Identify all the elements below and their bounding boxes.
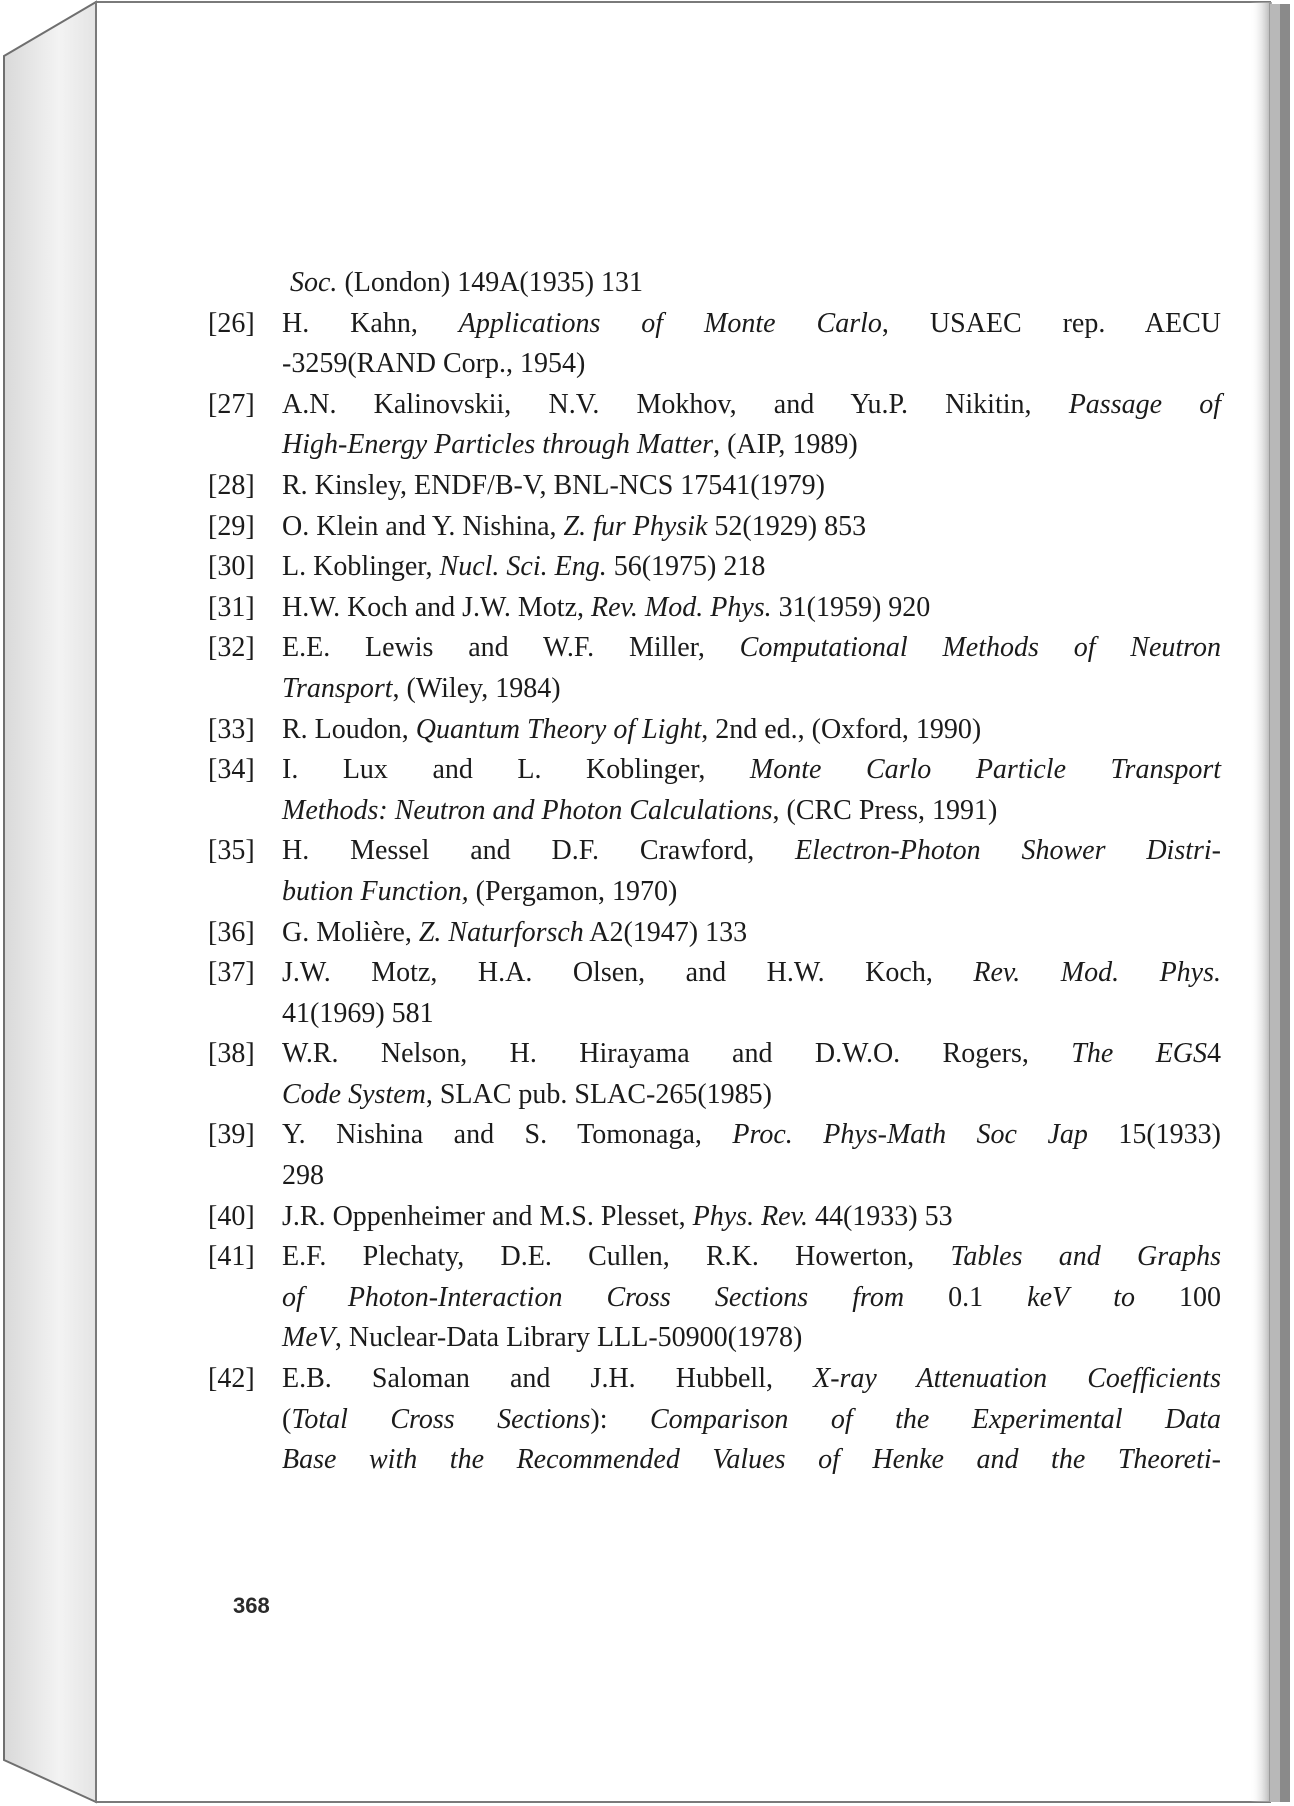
reference-number: [36] bbox=[208, 916, 255, 948]
reference-42: [42] E.B. Saloman and J.H. Hubbell, X-ray Attenuation Coefficients (Total Cross Sections): Comparison of the Experimental Data Base with the Recommended Values of Henke and the Theoreti- bbox=[216, 1359, 1221, 1481]
reference-number: [33] bbox=[208, 713, 255, 745]
reference-number: [34] bbox=[208, 754, 255, 786]
reference-29: [29] O. Klein and Y. Nishina, Z. fur Physik 52(1929) 853 bbox=[216, 507, 1221, 548]
reference-35: [35] H. Messel and D.F. Crawford, Electron-Photon Shower Distri- bution Function, (Pergamon, 1970) bbox=[216, 831, 1221, 912]
reference-number: [40] bbox=[208, 1200, 255, 1232]
reference-list bbox=[208, 263, 1222, 1481]
reference-number: [35] bbox=[208, 835, 255, 867]
reference-32: [32] E.E. Lewis and W.F. Miller, Computational Methods of Neutron Transport, (Wiley, 1984) bbox=[216, 628, 1221, 709]
reference-37: [37] J.W. Motz, H.A. Olsen, and H.W. Koch, Rev. Mod. Phys. 41(1969) 581 bbox=[216, 953, 1221, 1034]
reference-33: [33] R. Loudon, Quantum Theory of Light, 2nd ed., (Oxford, 1990) bbox=[216, 710, 1221, 751]
reference-number: [28] bbox=[208, 469, 255, 501]
reference-number: [26] bbox=[208, 307, 255, 339]
journal-title: Soc. bbox=[290, 267, 338, 298]
reference-40: [40] J.R. Oppenheimer and M.S. Plesset, Phys. Rev. 44(1933) 53 bbox=[216, 1197, 1221, 1238]
reference-31: [31] H.W. Koch and J.W. Motz, Rev. Mod. Phys. 31(1959) 920 bbox=[216, 588, 1221, 629]
reference-27: [27] A.N. Kalinovskii, N.V. Mokhov, and Yu.P. Nikitin, Passage of High-Energy Particles through Matter, (AIP, 1989) bbox=[216, 385, 1221, 466]
reference-number: [27] bbox=[208, 388, 255, 420]
reference-number: [42] bbox=[208, 1363, 255, 1395]
reference-34: [34] I. Lux and L. Koblinger, Monte Carlo Particle Transport Methods: Neutron and Photon Calculations, (CRC Press, 1991) bbox=[216, 750, 1221, 831]
reference-number: [37] bbox=[208, 957, 255, 989]
reference-number: [29] bbox=[208, 510, 255, 542]
reference-number: [31] bbox=[208, 591, 255, 623]
reference-number: [41] bbox=[208, 1241, 255, 1273]
reference-number: [38] bbox=[208, 1038, 255, 1070]
book-page bbox=[96, 0, 1262, 1798]
reference-30: [30] L. Koblinger, Nucl. Sci. Eng. 56(1975) 218 bbox=[216, 547, 1221, 588]
page-number: 368 bbox=[233, 1593, 270, 1618]
reference-38: [38] W.R. Nelson, H. Hirayama and D.W.O. Rogers, The EGS4 Code System, SLAC pub. SLAC-265(1985) bbox=[216, 1034, 1221, 1115]
reference-36: [36] G. Molière, Z. Naturforsch A2(1947) 133 bbox=[216, 913, 1221, 954]
reference-number: [39] bbox=[208, 1119, 255, 1151]
reference-28: [28] R. Kinsley, ENDF/B-V, BNL-NCS 17541(1979) bbox=[216, 466, 1221, 507]
reference-number: [32] bbox=[208, 632, 255, 664]
reference-39: [39] Y. Nishina and S. Tomonaga, Proc. Phys-Math Soc Jap 15(1933) 298 bbox=[216, 1115, 1221, 1196]
reference-number: [30] bbox=[208, 551, 255, 583]
reference-41: [41] E.F. Plechaty, D.E. Cullen, R.K. Howerton, Tables and Graphs of Photon-Interaction Cross Sections from 0.1 keV to 100 MeV, Nuclear-Data Library LLL-50900(1978) bbox=[216, 1237, 1221, 1359]
reference-continuation: Soc. (London) 149A(1935) 131 bbox=[290, 267, 644, 298]
reference-26: [26] H. Kahn, Applications of Monte Carlo, USAEC rep. AECU -3259(RAND Corp., 1954) bbox=[216, 304, 1221, 385]
